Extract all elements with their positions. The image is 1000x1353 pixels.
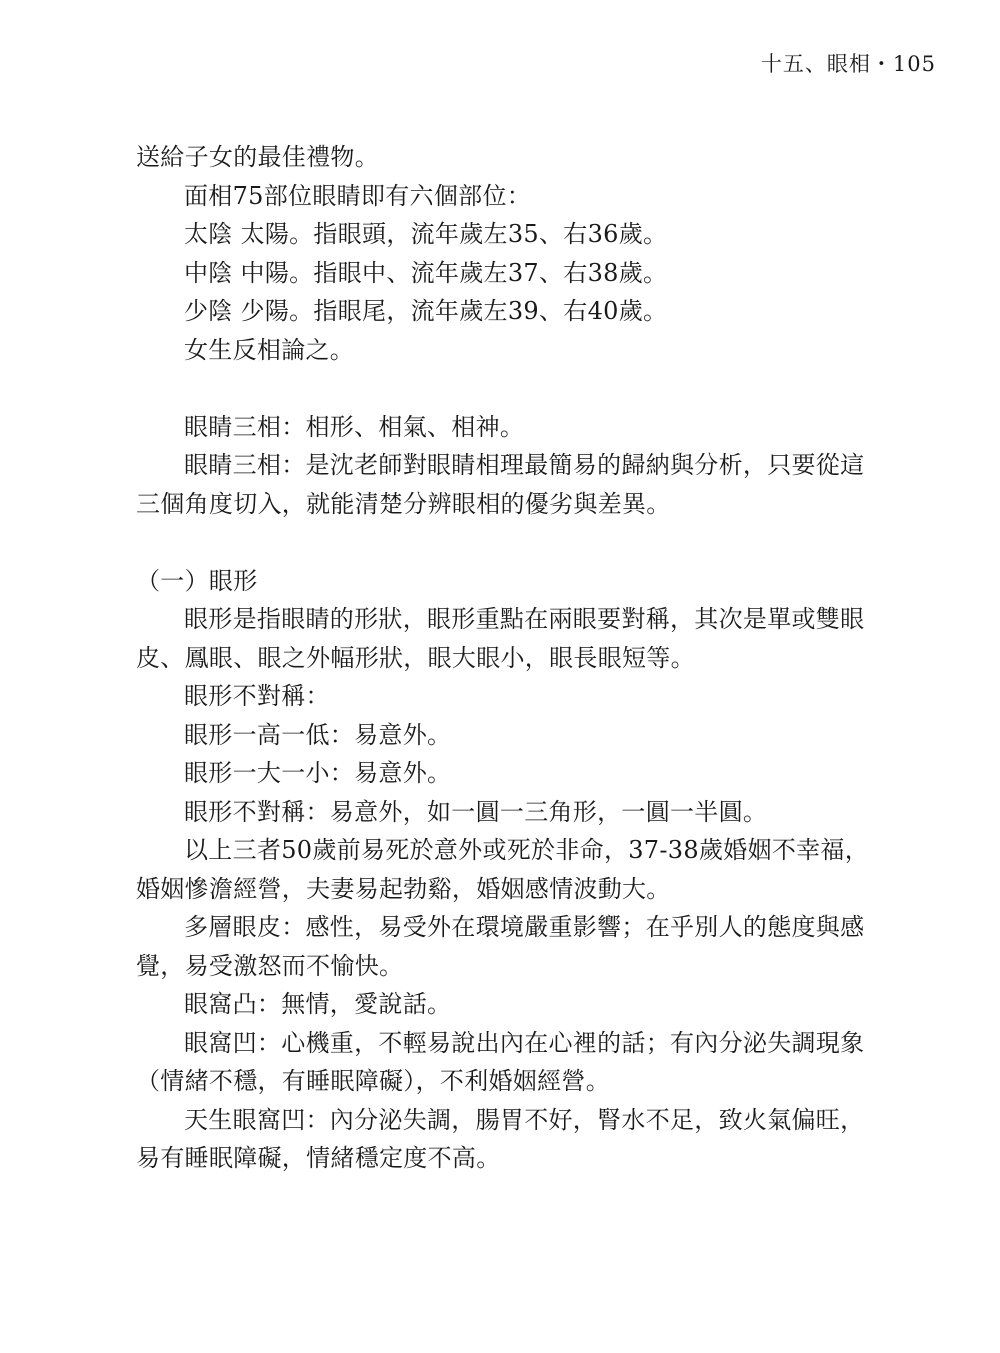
section-heading: （一）眼形 xyxy=(136,566,258,595)
paragraph-line: 覺，易受激怒而不愉快。 xyxy=(136,951,404,980)
paragraph-line: 中陰 中陽。指眼中、流年歲左37、右38歲。 xyxy=(184,258,668,287)
paragraph-line: 天生眼窩凹：內分泌失調，腸胃不好，腎水不足，致火氣偏旺， xyxy=(184,1105,865,1134)
paragraph-gap xyxy=(136,369,888,408)
paragraph-line: 眼睛三相：是沈老師對眼睛相理最簡易的歸納與分析，只要從這 xyxy=(184,451,865,479)
paragraph-line: 少陰 少陽。指眼尾，流年歲左39、右40歲。 xyxy=(184,297,668,325)
paragraph-line: 太陰 太陽。指眼頭，流年歲左35、右36歲。 xyxy=(184,220,668,248)
paragraph-line: 眼形不對稱： xyxy=(184,682,330,710)
paragraph-line: 眼窩凹：心機重，不輕易說出內在心裡的話；有內分泌失調現象 xyxy=(184,1028,865,1057)
paragraph-line: 眼形是指眼睛的形狀，眼形重點在兩眼要對稱，其次是單或雙眼 xyxy=(184,605,865,633)
paragraph-line: 眼睛三相：相形、相氣、相神。 xyxy=(184,412,525,441)
paragraph-line: 女生反相論之。 xyxy=(184,335,355,364)
paragraph-line: 眼形一高一低：易意外。 xyxy=(184,720,452,749)
page-body xyxy=(136,138,888,1178)
paragraph-line: 皮、鳳眼、眼之外幅形狀，眼大眼小，眼長眼短等。 xyxy=(136,643,695,672)
paragraph-line: 以上三者50歲前易死於意外或死於非命，37-38歲婚姻不幸福， xyxy=(184,836,870,864)
paragraph-line: 眼形一大一小：易意外。 xyxy=(184,759,452,787)
paragraph-line: 面相75部位眼睛即有六個部位： xyxy=(184,181,532,210)
running-header: 十五、眼相・105 xyxy=(760,52,936,76)
paragraph-line: 送給子女的最佳禮物。 xyxy=(136,143,379,171)
paragraph-line: （情緒不穩，有睡眠障礙），不利婚姻經營。 xyxy=(136,1067,610,1095)
paragraph-line: 多層眼皮：感性，易受外在環境嚴重影響；在乎別人的態度與感 xyxy=(184,913,865,941)
paragraph-gap xyxy=(136,523,888,562)
paragraph-line: 三個角度切入，就能清楚分辨眼相的優劣與差異。 xyxy=(136,489,671,518)
paragraph-line: 眼形不對稱：易意外，如一圓一三角形，一圓一半圓。 xyxy=(184,797,768,826)
paragraph-line: 眼窩凸：無情，愛說話。 xyxy=(184,990,452,1018)
paragraph-line: 易有睡眠障礙，情緒穩定度不高。 xyxy=(136,1144,501,1172)
paragraph-line: 婚姻慘澹經營，夫妻易起勃谿，婚姻感情波動大。 xyxy=(136,874,671,903)
